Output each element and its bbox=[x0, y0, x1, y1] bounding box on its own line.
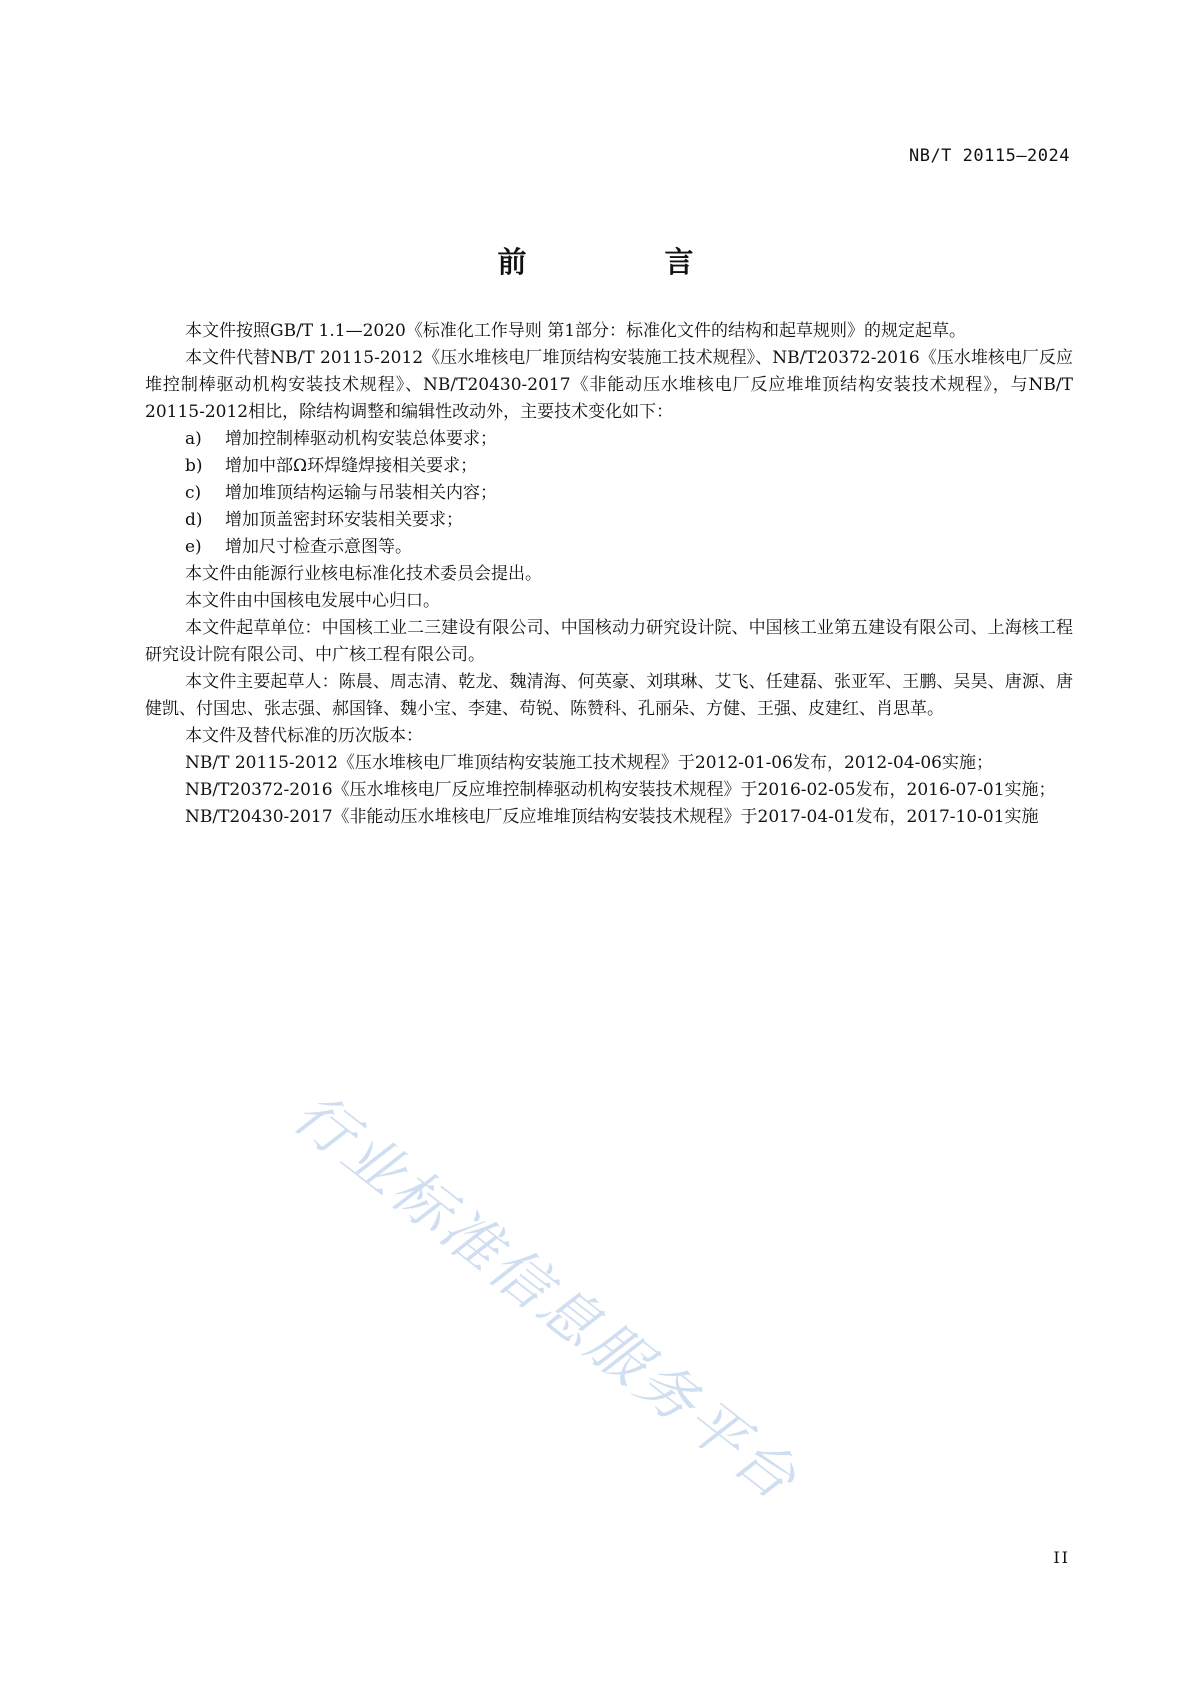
change-item bbox=[145, 534, 1073, 561]
paragraph-drafting-units: 本文件起草单位：中国核工业二三建设有限公司、中国核动力研究设计院、中国核工业第五建设有限公司、上海核工程研究设计院有限公司、中广核工程有限公司。 bbox=[145, 618, 1073, 665]
page-number: II bbox=[1053, 1548, 1070, 1567]
change-item-text: 增加尺寸检查示意图等。 bbox=[225, 537, 412, 557]
paragraph-drafters: 本文件主要起草人：陈晨、周志清、乾龙、魏清海、何英豪、刘琪琳、艾飞、任建磊、张亚军、王鹏、吴昊、唐源、唐健凯、付国忠、张志强、郝国锋、魏小宝、李建、苟锐、陈赞科、孔丽朵、方健、王强、皮建红、肖思革。 bbox=[145, 672, 1073, 719]
change-item-mark: a) bbox=[185, 429, 202, 449]
paragraph-administrator: 本文件由中国核电发展中心归口。 bbox=[185, 591, 440, 611]
page-title: 前 言 bbox=[497, 245, 758, 279]
paragraph-proposer: 本文件由能源行业核电标准化技术委员会提出。 bbox=[185, 564, 542, 584]
change-item-text: 增加中部Ω环焊缝焊接相关要求； bbox=[225, 456, 478, 476]
change-item-mark: d) bbox=[185, 510, 203, 530]
change-item bbox=[145, 507, 1073, 534]
paragraph-history-2017: NB/T20430-2017《非能动压水堆核电厂反应堆堆顶结构安装技术规程》于2017-04-01发布，2017-10-01实施 bbox=[185, 807, 1039, 827]
foreword-body bbox=[145, 318, 1073, 831]
paragraph-drafting-rules: 本文件按照GB/T 1.1—2020《标准化工作导则 第1部分：标准化文件的结构和起草规则》的规定起草。 bbox=[185, 321, 967, 341]
change-item bbox=[145, 480, 1073, 507]
watermark: 行业标准信息服务平台 bbox=[280, 1079, 812, 1515]
paragraph-history-2016: NB/T20372-2016《压水堆核电厂反应堆控制棒驱动机构安装技术规程》于2016-02-05发布，2016-07-01实施； bbox=[185, 780, 1056, 800]
change-item-mark: c) bbox=[185, 483, 202, 503]
change-item bbox=[145, 453, 1073, 480]
change-item bbox=[145, 426, 1073, 453]
paragraph-history-heading: 本文件及替代标准的历次版本： bbox=[185, 726, 423, 746]
change-item-text: 增加堆顶结构运输与吊装相关内容； bbox=[225, 483, 497, 503]
change-item-mark: e) bbox=[185, 537, 202, 557]
paragraph-history-2012: NB/T 20115-2012《压水堆核电厂堆顶结构安装施工技术规程》于2012-01-06发布，2012-04-06实施； bbox=[185, 753, 993, 773]
change-item-text: 增加顶盖密封环安装相关要求； bbox=[225, 510, 463, 530]
document-code: NB/T 20115—2024 bbox=[908, 146, 1070, 166]
change-item-text: 增加控制棒驱动机构安装总体要求； bbox=[225, 429, 497, 449]
change-item-mark: b) bbox=[185, 456, 203, 476]
paragraph-replacement: 本文件代替NB/T 20115-2012《压水堆核电厂堆顶结构安装施工技术规程》、NB/T20372-2016《压水堆核电厂反应堆控制棒驱动机构安装技术规程》、NB/T20430-2017《非能动压水堆核电厂反应堆堆顶结构安装技术规程》，与NB/T 20115-2012相比，除结构调整和编辑性改动外，主要技术变化如下： bbox=[145, 348, 1073, 422]
